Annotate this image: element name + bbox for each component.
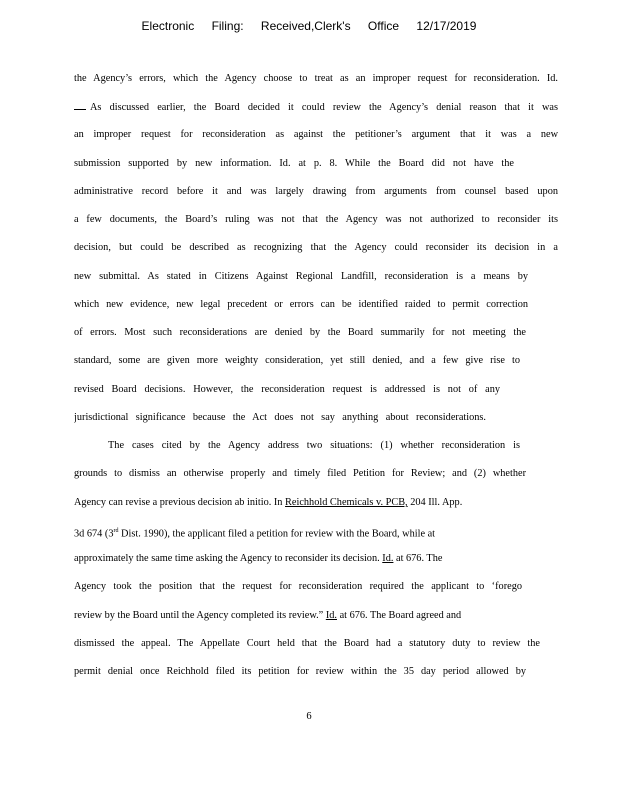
text-line: approximately the same time asking the Agency to reconsider its decision. Id. at 676. The (74, 553, 443, 564)
text-line: Agency can revise a previous decision ab initio. In Reichhold Chemicals v. PCB, 204 Ill. App. (74, 497, 463, 508)
header-date: 12/17/2019 (416, 19, 477, 33)
filing-header (0, 19, 618, 33)
page-number: 6 (306, 711, 312, 722)
text-line: which new evidence, new legal precedent or errors can be identified raided to permit correction (74, 299, 528, 310)
text-line: the Agency’s errors, which the Agency choose to treat as an improper request for reconsideration. Id. (74, 73, 558, 84)
text-line: Agency took the position that the request for reconsideration required the applicant to ‘forego (74, 581, 522, 592)
case-citation-reichhold: Reichhold Chemicals v. PCB, (285, 497, 408, 508)
text-line: new submittal. As stated in Citizens Against Regional Landfill, reconsideration is a means by (74, 271, 528, 282)
text-line: The cases cited by the Agency address two situations: (1) whether reconsideration is (108, 440, 520, 451)
text-line: 3d 674 (3rd Dist. 1990), the applicant filed a petition for review with the Board, while at (74, 528, 436, 540)
text-line: submission supported by new information. Id. at p. 8. While the Board did not have the (74, 158, 514, 169)
text-line: As discussed earlier, the Board decided it could review the Agency’s denial reason that it was (74, 100, 558, 115)
header-electronic: Electronic (141, 19, 195, 33)
text-line: review by the Board until the Agency completed its review.” Id. at 676. The Board agreed and (74, 610, 462, 621)
text-line: dismissed the appeal. The Appellate Court held that the Board had a statutory duty to review the (74, 638, 540, 649)
text-line: standard, some are given more weighty consideration, yet still denied, and a few give rise to (74, 355, 520, 366)
text-line: of errors. Most such reconsiderations are denied by the Board summarily for not meeting the (74, 327, 526, 338)
text-line: revised Board decisions. However, the reconsideration request is addressed is not of any (74, 384, 500, 395)
header-filing: Filing: (211, 19, 244, 33)
id-citation: Id. (382, 553, 394, 564)
text-line: an improper request for reconsideration as against the petitioner’s argument that it was a new (74, 129, 558, 140)
text-line: grounds to dismiss an otherwise properly and timely filed Petition for Review; and (2) whether (74, 468, 526, 479)
id-citation: Id. (325, 610, 337, 621)
text-line: decision, but could be described as recognizing that the Agency could reconsider its decision in a (74, 242, 558, 253)
text-line: permit denial once Reichhold filed its petition for review within the 35 day period allowed by (74, 666, 526, 677)
header-received-clerks: Received,Clerk's (260, 19, 351, 33)
header-office: Office (367, 19, 400, 33)
text-line: administrative record before it and was largely drawing from arguments from counsel based upon (74, 186, 558, 197)
text-line: a few documents, the Board’s ruling was not that the Agency was not authorized to reconsider its (74, 214, 558, 225)
text-line: jurisdictional significance because the Act does not say anything about reconsiderations. (74, 412, 486, 423)
blank-underline (74, 100, 86, 110)
